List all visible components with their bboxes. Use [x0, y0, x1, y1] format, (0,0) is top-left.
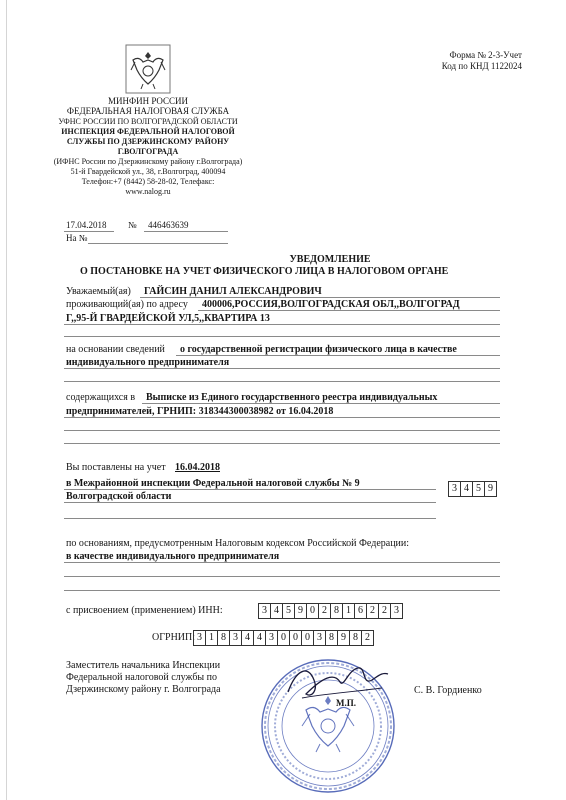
title-line2: О ПОСТАНОВКЕ НА УЧЕТ ФИЗИЧЕСКОГО ЛИЦА В НАЛОГОВОМ ОРГАНЕ — [80, 266, 449, 277]
tax-office-code — [448, 481, 497, 497]
ogrnip-digit: 8 — [326, 631, 338, 645]
ogrnip-cells — [193, 630, 374, 646]
ogrnip-digit: 3 — [314, 631, 326, 645]
inn-digit: 3 — [259, 604, 271, 618]
ogrnip-digit: 8 — [218, 631, 230, 645]
ogrnip-digit: 4 — [242, 631, 254, 645]
signatory-position-1: Заместитель начальника Инспекции — [66, 660, 221, 671]
contained-label: содержащихся в — [66, 392, 136, 403]
ogrnip-digit: 3 — [230, 631, 242, 645]
ogrnip-digit: 3 — [194, 631, 206, 645]
inn-digit: 2 — [319, 604, 331, 618]
basis-label: на основании сведений — [66, 344, 165, 355]
registration-date: 16.04.2018 — [175, 462, 220, 473]
code-digit: 9 — [485, 482, 497, 496]
signatory-position — [66, 660, 266, 696]
issuer-website: www.nalog.ru — [125, 187, 171, 196]
registration-org-1: в Межрайонной инспекции Федеральной налоговой службы № 9 — [66, 478, 360, 489]
inn-label: с присвоением (применением) ИНН: — [66, 605, 223, 616]
doc-number-label: № — [128, 220, 137, 230]
inn-cells — [258, 603, 403, 619]
contained-text-1: Выписке из Единого государственного реестра индивидуальных — [146, 392, 438, 403]
address-label: проживающий(ая) по адресу — [66, 299, 188, 310]
signatory-name: С. В. Гордиенко — [414, 685, 482, 696]
issuer-phone: Телефон:+7 (8442) 58-28-02, Телефакс: — [81, 177, 215, 186]
inn-digit: 9 — [295, 604, 307, 618]
inn-digit: 6 — [355, 604, 367, 618]
issuer-service: ФЕДЕРАЛЬНАЯ НАЛОГОВАЯ СЛУЖБА — [66, 106, 230, 116]
ogrnip-digit: 4 — [254, 631, 266, 645]
issuer-department: УФНС РОССИИ ПО ВОЛГОГРАДСКОЙ ОБЛАСТИ — [58, 117, 238, 126]
ogrnip-digit: 8 — [350, 631, 362, 645]
code-digit: 3 — [449, 482, 461, 496]
emblem-icon — [125, 44, 171, 94]
doc-date: 17.04.2018 — [66, 220, 107, 230]
ogrnip-digit: 3 — [266, 631, 278, 645]
issuer-inspection-2: СЛУЖБЫ ПО ДЗЕРЖИНСКОМУ РАЙОНУ — [66, 137, 230, 146]
ogrnip-digit: 1 — [206, 631, 218, 645]
issuer-ministry: МИНФИН РОССИИ — [107, 96, 189, 106]
person-name: ГАЙСИН ДАНИЛ АЛЕКСАНДРОВИЧ — [144, 286, 322, 297]
issuer-inspection-1: ИНСПЕКЦИЯ ФЕДЕРАЛЬНОЙ НАЛОГОВОЙ — [61, 127, 235, 136]
form-name: Форма № 2-3-Учет — [449, 50, 522, 60]
grounds-text: в качестве индивидуального предпринимателя — [66, 551, 280, 562]
stamp-mark: М.П. — [336, 698, 356, 708]
handwritten-signature — [282, 658, 392, 704]
title-line1: УВЕДОМЛЕНИЕ — [289, 254, 371, 265]
issuer-inspection-3: Г.ВОЛГОГРАДА — [117, 147, 179, 156]
doc-ref-label: На № — [66, 233, 88, 243]
inn-digit: 3 — [391, 604, 403, 618]
basis-text-2: индивидуального предпринимателя — [66, 357, 230, 368]
signatory-position-3: Дзержинскому району г. Волгограда — [66, 684, 221, 695]
greeting-label: Уважаемый(ая) — [66, 286, 131, 297]
grounds-label: по основаниям, предусмотренным Налоговым кодексом Российской Федерации: — [66, 538, 410, 549]
inn-digit: 2 — [367, 604, 379, 618]
inn-digit: 0 — [307, 604, 319, 618]
registration-label: Вы поставлены на учет — [66, 462, 166, 473]
scan-edge-line — [6, 0, 7, 800]
basis-text-1: о государственной регистрации физического лица в качестве — [180, 344, 457, 355]
ogrnip-label: ОГРНИП: — [152, 632, 196, 643]
ogrnip-digit: 2 — [362, 631, 374, 645]
address-line1: 400006,РОССИЯ,ВОЛГОГРАДСКАЯ ОБЛ,,ВОЛГОГРАД — [202, 299, 460, 310]
registration-org-2: Волгоградской области — [66, 491, 172, 502]
ogrnip-digit: 0 — [278, 631, 290, 645]
address-line2: Г,,95-Й ГВАРДЕЙСКОЙ УЛ,5,,КВАРТИРА 13 — [66, 313, 270, 324]
code-digit: 4 — [461, 482, 473, 496]
ogrnip-digit: 9 — [338, 631, 350, 645]
contained-text-2: предпринимателей, ГРНИП: 318344300038982 от 16.04.2018 — [66, 406, 334, 417]
signatory-position-2: Федеральной налоговой службы по — [66, 672, 217, 683]
code-digit: 5 — [473, 482, 485, 496]
ogrnip-digit: 0 — [302, 631, 314, 645]
ogrnip-digit: 0 — [290, 631, 302, 645]
inn-digit: 2 — [379, 604, 391, 618]
inn-digit: 1 — [343, 604, 355, 618]
form-code: Код по КНД 1122024 — [441, 61, 522, 71]
issuer-short-name: (ИФНС России по Дзержинскому району г.Волгограда) — [53, 157, 243, 166]
issuer-address: 51-й Гвардейской ул., 38, г.Волгоград, 400094 — [70, 167, 226, 176]
issuer-block — [48, 96, 248, 197]
inn-digit: 8 — [331, 604, 343, 618]
doc-number: 446463639 — [148, 220, 189, 230]
inn-digit: 5 — [283, 604, 295, 618]
inn-digit: 4 — [271, 604, 283, 618]
